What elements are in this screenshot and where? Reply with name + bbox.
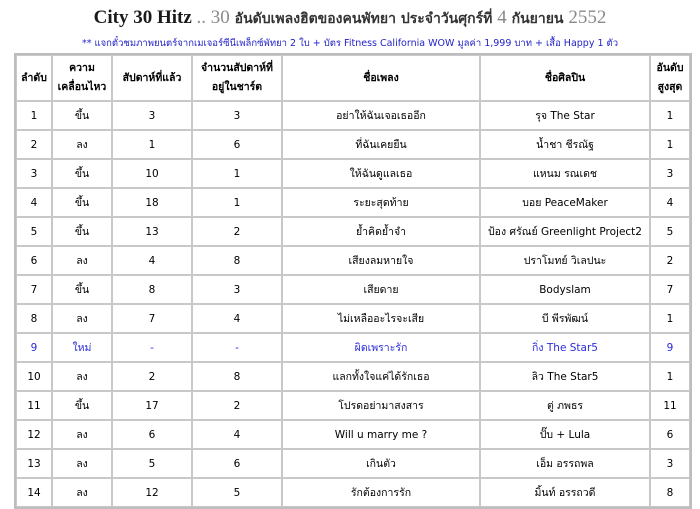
peak-cell: 1: [650, 101, 690, 130]
movement-cell: ขึ้น: [52, 217, 112, 246]
table-row: [16, 478, 690, 507]
song-title-cell: ให้ฉันดูแลเธอ: [282, 159, 480, 188]
song-title-cell: ที่ฉันเคยยืน: [282, 130, 480, 159]
col-header-weeks-on-chart: จำนวนสัปดาห์ที่อยู่ในชาร์ต: [192, 55, 282, 101]
col-header-peak: อันดับสูงสุด: [650, 55, 690, 101]
rank-cell: 2: [16, 130, 52, 159]
weeks-cell: 1: [192, 188, 282, 217]
table-row: [16, 130, 690, 159]
artist-cell: แหนม รณเดช: [480, 159, 650, 188]
rank-cell: 4: [16, 188, 52, 217]
last-week-cell: 12: [112, 478, 192, 507]
movement-cell: ลง: [52, 362, 112, 391]
movement-cell: ขึ้น: [52, 275, 112, 304]
table-row: [16, 275, 690, 304]
last-week-cell: 18: [112, 188, 192, 217]
movement-cell: ใหม่: [52, 333, 112, 362]
chart-header: [0, 0, 700, 52]
rank-cell: 9: [16, 333, 52, 362]
chart-table: [14, 53, 692, 509]
col-header-last-week: สัปดาห์ที่แล้ว: [112, 55, 192, 101]
weeks-cell: 6: [192, 130, 282, 159]
movement-cell: ลง: [52, 478, 112, 507]
song-title-cell: โปรดอย่ามาสงสาร: [282, 391, 480, 420]
artist-cell: เอ็ม อรรถพล: [480, 449, 650, 478]
col-header-rank: ลำดับ: [16, 55, 52, 101]
rank-cell: 7: [16, 275, 52, 304]
peak-cell: 8: [650, 478, 690, 507]
rank-cell: 11: [16, 391, 52, 420]
weeks-cell: 3: [192, 275, 282, 304]
last-week-cell: 2: [112, 362, 192, 391]
artist-cell: ตู่ ภพธร: [480, 391, 650, 420]
peak-cell: 6: [650, 420, 690, 449]
table-row: [16, 217, 690, 246]
song-title-cell: แลกทั้งใจแค่ได้รักเธอ: [282, 362, 480, 391]
weeks-cell: 5: [192, 478, 282, 507]
song-title-cell: ผิดเพราะรัก: [282, 333, 480, 362]
movement-cell: ขึ้น: [52, 159, 112, 188]
artist-cell: บี พีรพัฒน์: [480, 304, 650, 333]
movement-cell: ลง: [52, 449, 112, 478]
last-week-cell: 1: [112, 130, 192, 159]
weeks-cell: 6: [192, 449, 282, 478]
rank-cell: 12: [16, 420, 52, 449]
rank-cell: 8: [16, 304, 52, 333]
rank-cell: 10: [16, 362, 52, 391]
peak-cell: 11: [650, 391, 690, 420]
movement-cell: ลง: [52, 304, 112, 333]
song-title-cell: Will u marry me ?: [282, 420, 480, 449]
artist-cell: ลิว The Star5: [480, 362, 650, 391]
peak-cell: 1: [650, 362, 690, 391]
weeks-cell: 4: [192, 304, 282, 333]
movement-cell: ขึ้น: [52, 391, 112, 420]
movement-cell: ลง: [52, 420, 112, 449]
rank-cell: 3: [16, 159, 52, 188]
table-row: [16, 449, 690, 478]
movement-cell: ขึ้น: [52, 188, 112, 217]
col-header-artist: ชื่อศิลปิน: [480, 55, 650, 101]
artist-cell: น้ำชา ชีรณัฐ: [480, 130, 650, 159]
last-week-cell: 13: [112, 217, 192, 246]
song-title-cell: อย่าให้ฉันเจอเธออีก: [282, 101, 480, 130]
movement-cell: ลง: [52, 130, 112, 159]
movement-cell: ลง: [52, 246, 112, 275]
table-row: [16, 188, 690, 217]
song-title-cell: ย้ำคิดย้ำจำ: [282, 217, 480, 246]
last-week-cell: 7: [112, 304, 192, 333]
last-week-cell: 3: [112, 101, 192, 130]
table-row: [16, 246, 690, 275]
table-row: [16, 333, 690, 362]
rank-cell: 6: [16, 246, 52, 275]
table-row: [16, 101, 690, 130]
prize-subtitle: ** แจกตั๋วชมภาพยนตร์จากเมเจอร์ซีนีเพล็กซ์พัทยา 2 ใบ + บัตร Fitness California WOW มูลค่า 1,999 บาท + เสื้อ Happy 1 ตัว: [81, 38, 619, 49]
peak-cell: 9: [650, 333, 690, 362]
last-week-cell: 6: [112, 420, 192, 449]
last-week-cell: 4: [112, 246, 192, 275]
artist-cell: ปั๊บ + Lula: [480, 420, 650, 449]
page-title: [0, 7, 700, 30]
weeks-cell: 4: [192, 420, 282, 449]
song-title-cell: ระยะสุดท้าย: [282, 188, 480, 217]
last-week-cell: 10: [112, 159, 192, 188]
artist-cell: มิ้นท์ อรรถวดี: [480, 478, 650, 507]
rank-cell: 1: [16, 101, 52, 130]
peak-cell: 3: [650, 449, 690, 478]
col-header-movement: ความเคลื่อนไหว: [52, 55, 112, 101]
artist-cell: ป้อง ศรัณย์ Greenlight Project2: [480, 217, 650, 246]
table-row: [16, 304, 690, 333]
weeks-cell: 2: [192, 391, 282, 420]
chart-body: [16, 101, 690, 507]
movement-cell: ขึ้น: [52, 101, 112, 130]
peak-cell: 1: [650, 130, 690, 159]
rank-cell: 14: [16, 478, 52, 507]
song-title-cell: เสียงลมหายใจ: [282, 246, 480, 275]
last-week-cell: -: [112, 333, 192, 362]
weeks-cell: 3: [192, 101, 282, 130]
title-day: 4: [497, 7, 507, 28]
title-text: อันดับเพลงฮิตของคนพัทยา ประจำวันศุกร์ที่: [229, 11, 498, 27]
peak-cell: 3: [650, 159, 690, 188]
artist-cell: กิ่ง The Star5: [480, 333, 650, 362]
peak-cell: 4: [650, 188, 690, 217]
chart-count: 30: [210, 7, 230, 28]
table-row: [16, 420, 690, 449]
weeks-cell: 8: [192, 246, 282, 275]
artist-cell: ปราโมทย์ วิเลปนะ: [480, 246, 650, 275]
last-week-cell: 5: [112, 449, 192, 478]
weeks-cell: 2: [192, 217, 282, 246]
song-title-cell: เกินตัว: [282, 449, 480, 478]
last-week-cell: 17: [112, 391, 192, 420]
weeks-cell: 8: [192, 362, 282, 391]
weeks-cell: 1: [192, 159, 282, 188]
rank-cell: 5: [16, 217, 52, 246]
peak-cell: 1: [650, 304, 690, 333]
table-row: [16, 159, 690, 188]
last-week-cell: 8: [112, 275, 192, 304]
col-header-song: ชื่อเพลง: [282, 55, 480, 101]
artist-cell: รุจ The Star: [480, 101, 650, 130]
peak-cell: 2: [650, 246, 690, 275]
weeks-cell: -: [192, 333, 282, 362]
rank-cell: 13: [16, 449, 52, 478]
artist-cell: บอย PeaceMaker: [480, 188, 650, 217]
song-title-cell: เสียดาย: [282, 275, 480, 304]
brand-name: City 30 Hitz: [93, 7, 192, 28]
peak-cell: 7: [650, 275, 690, 304]
title-separator: ..: [191, 7, 211, 28]
table-header-row: [16, 55, 690, 101]
table-row: [16, 391, 690, 420]
artist-cell: Bodyslam: [480, 275, 650, 304]
song-title-cell: รักต้องการรัก: [282, 478, 480, 507]
peak-cell: 5: [650, 217, 690, 246]
table-row: [16, 362, 690, 391]
title-year: 2552: [568, 7, 607, 28]
title-month: กันยายน: [506, 11, 569, 27]
song-title-cell: ไม่เหลืออะไรจะเสีย: [282, 304, 480, 333]
